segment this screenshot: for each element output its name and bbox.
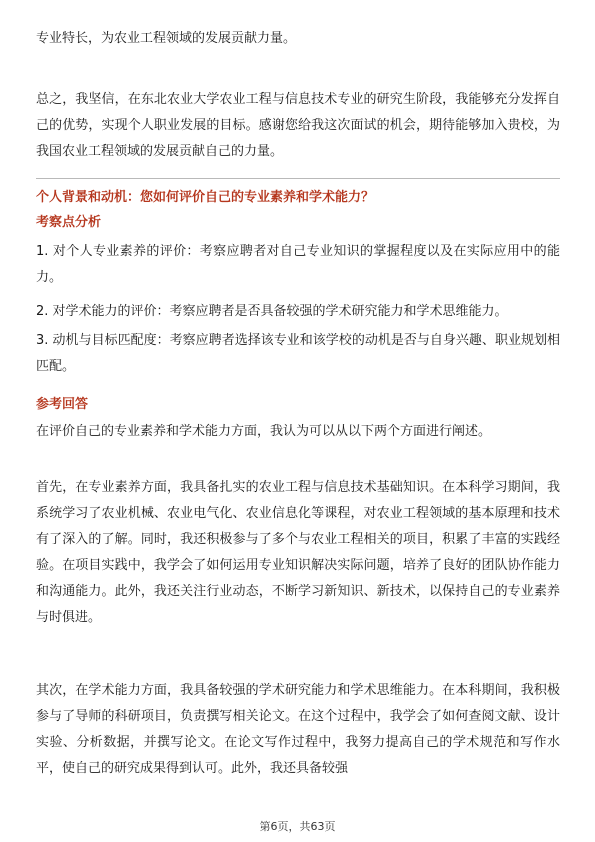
analysis-point-2: 2. 对学术能力的评价：考察应聘者是否具备较强的学术研究能力和学术思维能力。 [36,304,508,319]
paragraph-intro: 专业特长，为农业工程领域的发展贡献力量。 [36,31,297,46]
page-footer: 第6页，共63页 [259,820,336,833]
paragraph-conclusion: 总之，我坚信，在东北农业大学农业工程与信息技术专业的研究生阶段，我能够充分发挥自己的优势，实现个人职业发展的目标。感谢您给我这次面试的机会，期待能够加入贵校，为我国农业工程领域的发展贡献自己的力量。 [36,92,560,159]
answer-heading: 参考回答 [36,397,89,412]
question-title: 个人背景和动机：您如何评价自己的专业素养和学术能力？ [36,190,375,205]
answer-paragraph-3: 其次，在学术能力方面，我具备较强的学术研究能力和学术思维能力。在本科期间，我积极参与了导师的科研项目，负责撰写相关论文。在这个过程中，我学会了如何查阅文献、设计实验、分析数据，并撰写论文。在论文写作过程中，我努力提高自己的学术规范和写作水平，使自己的研究成果得到认可。此外，我还具备较强 [36,683,560,776]
answer-paragraph-2: 首先，在专业素养方面，我具备扎实的农业工程与信息技术基础知识。在本科学习期间，我系统学习了农业机械、农业电气化、农业信息化等课程，对农业工程领域的基本原理和技术有了深入的了解。同时，我还积极参与了多个与农业工程相关的项目，积累了丰富的实践经验。在项目实践中，我学会了如何运用专业知识解决实际问题，培养了良好的团队协作能力和沟通能力。此外，我还关注行业动态，不断学习新知识、新技术，以保持自己的专业素养与时俱进。 [36,480,560,625]
analysis-heading: 考察点分析 [36,215,102,230]
answer-paragraph-1: 在评价自己的专业素养和学术能力方面，我认为可以从以下两个方面进行阐述。 [36,424,492,439]
analysis-point-1: 1. 对个人专业素养的评价：考察应聘者对自己专业知识的掌握程度以及在实际应用中的能力。 [36,244,560,285]
section-divider [36,178,560,179]
analysis-point-3: 3. 动机与目标匹配度：考察应聘者选择该专业和该学校的动机是否与自身兴趣、职业规划相匹配。 [36,333,560,374]
